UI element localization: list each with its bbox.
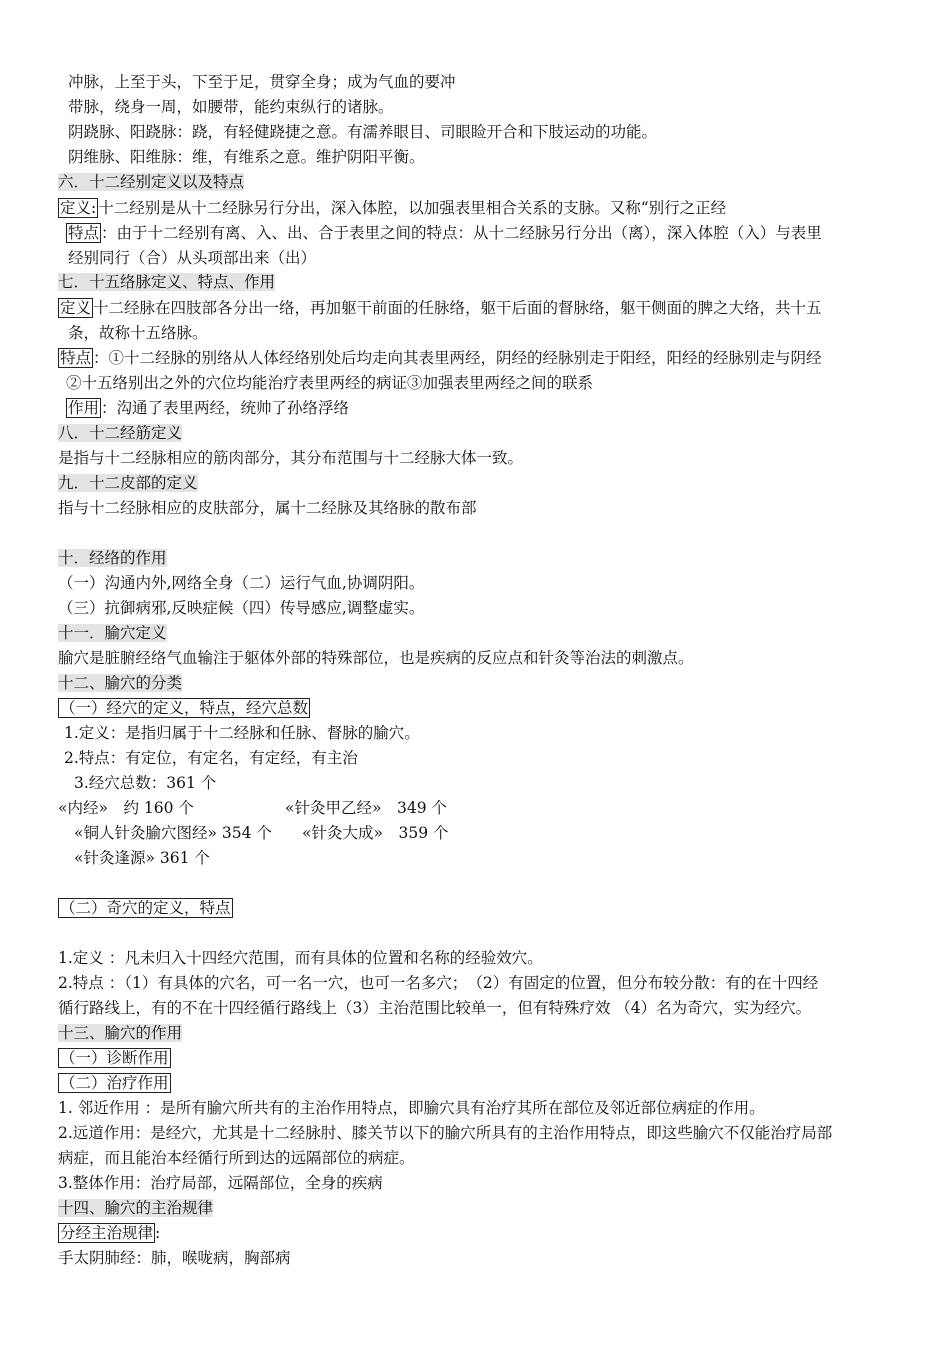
book-neijing: «内经» 约 160 个: [58, 799, 194, 817]
diagnosis-subheading: [58, 1047, 171, 1069]
section-12-title: 十二、腧穴的分类: [58, 674, 183, 692]
section-6-feature-cont: 经别同行（合）从头项部出来（出）: [68, 249, 317, 267]
lung-meridian-line: 手太阴肺经：肺，喉咙病，胸部病: [58, 1249, 291, 1267]
qixue-subheading: [58, 897, 233, 919]
section-14-heading: [58, 1197, 213, 1219]
qixue-definition: 1.定义 ：凡未归入十四经穴范围，而有具体的位置和名称的经验效穴。: [58, 949, 543, 967]
section-12-heading: [58, 672, 182, 694]
book-zhenjiu-fengyuan: «针灸逢源» 361 个: [74, 849, 210, 867]
section-7-heading: [58, 271, 275, 293]
chong-mai-line: 冲脉，上至于头，下至于足，贯穿全身；成为气血的要冲: [68, 73, 456, 91]
book-zhenjiu-jiayi: «针灸甲乙经» 349 个: [285, 799, 447, 817]
jingxue-feature: 2.特点：有定位，有定名，有定经，有主治: [64, 749, 358, 767]
definition-text: 十二经别是从十二经脉另行分出，深入体腔，以加强表里相合关系的支脉。又称“别行之正经: [98, 199, 727, 217]
section-7-feature: [58, 347, 822, 369]
qixue-subtitle: （二）奇穴的定义，特点: [60, 899, 231, 917]
section-13-title: 十三、腧穴的作用: [58, 1024, 183, 1042]
section-6-definition: [58, 197, 726, 219]
local-effect: 1. 邻近作用 ：是所有腧穴所共有的主治作用特点，即腧穴具有治疗其所在部位及邻近部位病症的作用。: [58, 1099, 765, 1117]
function-label: 作用: [68, 399, 100, 417]
section-6-title: 六．十二经别定义以及特点: [58, 173, 245, 191]
meridian-rule-subheading: [58, 1222, 160, 1244]
section-14-title: 十四、腧穴的主治规律: [58, 1199, 214, 1217]
section-7-function: [66, 397, 349, 419]
section-10-title: 十．经络的作用: [58, 549, 167, 567]
book-tongren: «铜人针灸腧穴图经» 354 个: [74, 824, 272, 842]
feature-text: ：由于十二经别有离、入、出、合于表里之间的特点：从十二经脉另行分出（离），深入体腔（入）与表里: [101, 224, 822, 242]
definition-label: 定义:: [60, 199, 97, 217]
section-11-text: 腧穴是脏腑经络气血输注于躯体外部的特殊部位，也是疾病的反应点和针灸等治法的刺激点。: [58, 649, 694, 667]
meridian-rule-colon: :: [155, 1224, 161, 1242]
section-7-definition: [58, 297, 822, 319]
jingxue-subtitle: （一）经穴的定义，特点，经穴总数: [60, 699, 309, 717]
feature-label: 特点: [68, 224, 100, 242]
section-9-title: 九．十二皮部的定义: [58, 474, 198, 492]
meridian-rule-subtitle: 分经主治规律: [60, 1224, 154, 1242]
distal-effect-cont: 病症，而且能治本经循行所到达的远隔部位的病症。: [58, 1149, 415, 1167]
section-6-feature: [66, 222, 822, 244]
definition-label: 定义: [60, 299, 92, 317]
feature-text: ：①十二经脉的别络从人体经络别处后均走向其表里两经，阴经的经脉别走于阳经，阳经的经脉别走与阴经: [93, 349, 822, 367]
section-11-heading: [58, 622, 167, 644]
qixue-feature-cont: 循行路线上，有的不在十四经循行路线上（3）主治范围比较单一，但有特殊疗效 （4）名为奇穴，实为经穴。: [58, 999, 812, 1017]
definition-text: 十二经脉在四肢部各分出一络，再加躯干前面的任脉络，躯干后面的督脉络，躯干侧面的脾之大络，共十五: [93, 299, 822, 317]
section-7-feature-cont: ②十五络别出之外的穴位均能治疗表里两经的病证③加强表里两经之间的联系: [66, 374, 594, 392]
function-text: ：沟通了表里两经，统帅了孙络浮络: [101, 399, 350, 417]
section-10-line-1: （一）沟通内外,网络全身（二）运行气血,协调阴阳。: [58, 574, 425, 592]
section-7-definition-cont: 条，故称十五络脉。: [68, 324, 208, 342]
section-9-heading: [58, 472, 198, 494]
section-7-title: 七．十五络脉定义、特点、作用: [58, 273, 276, 291]
section-8-heading: [58, 422, 182, 444]
treatment-subtitle: （二）治疗作用: [60, 1074, 169, 1092]
section-11-title: 十一．腧穴定义: [58, 624, 167, 642]
section-9-text: 指与十二经脉相应的皮肤部分，属十二经脉及其络脉的散布部: [58, 499, 477, 517]
jingxue-total: 3.经穴总数：361 个: [74, 774, 217, 792]
jingxue-subheading: [58, 697, 310, 719]
diagnosis-subtitle: （一）诊断作用: [60, 1049, 169, 1067]
whole-body-effect: 3.整体作用：治疗局部，远隔部位，全身的疾病: [58, 1174, 383, 1192]
section-10-line-2: （三）抗御病邪,反映症候（四）传导感应,调整虚实。: [58, 599, 425, 617]
section-8-title: 八．十二经筋定义: [58, 424, 183, 442]
section-8-text: 是指与十二经脉相应的筋肉部分，其分布范围与十二经脉大体一致。: [58, 449, 524, 467]
qixue-feature: 2.特点 ：（1）有具体的穴名，可一名一穴，也可一名多穴； （2）有固定的位置，但分布较分散：有的在十四经: [58, 974, 819, 992]
book-zhenjiu-dacheng: «针灸大成» 359 个: [302, 824, 449, 842]
section-10-heading: [58, 547, 167, 569]
distal-effect: 2.远道作用：是经穴，尤其是十二经脉肘、膝关节以下的腧穴所具有的主治作用特点，即这些腧穴不仅能治疗局部: [58, 1124, 833, 1142]
wei-mai-line: 阴维脉、阳维脉：维，有维系之意。维护阴阳平衡。: [68, 148, 425, 166]
qiao-mai-line: 阴跷脉、阳跷脉：跷，有轻健跷捷之意。有濡养眼目、司眼睑开合和下肢运动的功能。: [68, 123, 658, 141]
treatment-subheading: [58, 1072, 171, 1094]
jingxue-definition: 1.定义：是指归属于十二经脉和任脉、督脉的腧穴。: [64, 724, 420, 742]
section-6-heading: [58, 171, 244, 193]
section-13-heading: [58, 1022, 182, 1044]
dai-mai-line: 带脉，绕身一周，如腰带，能约束纵行的诸脉。: [68, 98, 394, 116]
feature-label: 特点: [60, 349, 92, 367]
